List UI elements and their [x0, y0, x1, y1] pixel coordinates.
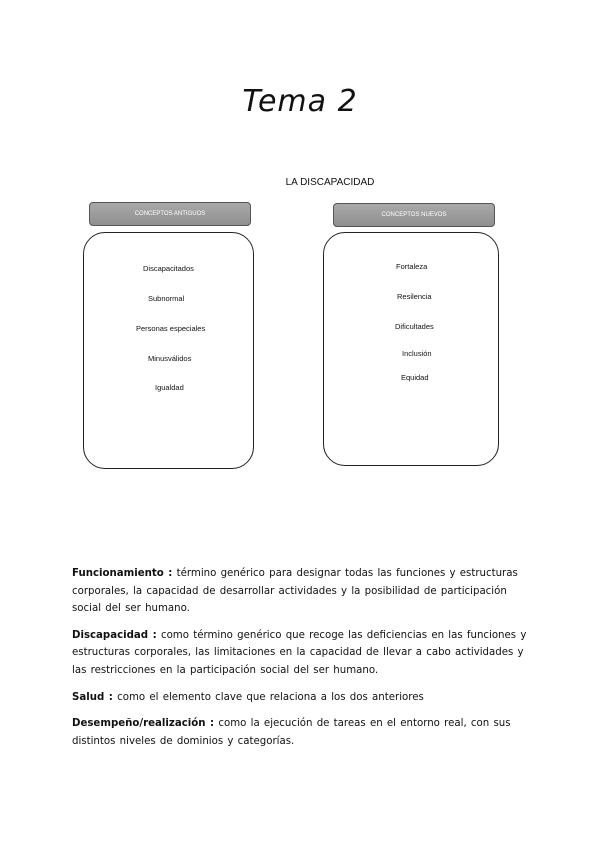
old-concept-item: Minusválidos	[148, 354, 192, 363]
new-concept-item: Fortaleza	[396, 262, 428, 271]
new-concept-item: Equidad	[401, 373, 429, 382]
definitions-section	[72, 565, 532, 759]
old-concept-item: Subnormal	[148, 294, 185, 303]
diagram-subtitle: LA DISCAPACIDAD	[285, 177, 375, 188]
new-concept-item: Resilencia	[397, 292, 432, 301]
definition-paragraph	[72, 565, 532, 618]
definition-text: como la ejecución de tareas en el entorno real, con sus distintos niveles de dominios y categorías.	[72, 718, 511, 747]
definition-paragraph	[72, 715, 532, 750]
old-concept-item: Personas especiales	[136, 324, 206, 333]
definition-text: como el elemento clave que relaciona a los dos anteriores	[117, 691, 424, 703]
definition-text: como término genérico que recoge las deficiencias en las funciones y estructuras corporales, las limitaciones en la capacidad de llevar a cabo actividades y las restricciones en la participación social del ser humano.	[72, 629, 527, 676]
definition-term: Funcionamiento :	[72, 568, 173, 579]
definition-term: Salud :	[72, 691, 113, 703]
definition-paragraph	[72, 689, 532, 707]
old-concept-item: Igualdad	[155, 383, 184, 392]
definition-term: Discapacidad :	[72, 629, 157, 641]
old-concept-item: Discapacitados	[143, 264, 194, 273]
page-title: Tema 2	[242, 84, 358, 119]
new-concept-item: Dificultades	[395, 322, 434, 331]
new-concepts-header: CONCEPTOS NUEVOS	[333, 203, 495, 227]
definition-term: Desempeño/realización :	[72, 718, 215, 730]
new-concept-item: Inclusión	[402, 349, 432, 358]
definition-text: término genérico para designar todas las funciones y estructuras corporales, la capacidad de desarrollar actividades y la posibilidad de participación social del ser humano.	[72, 568, 518, 615]
definition-paragraph	[72, 627, 532, 680]
old-concepts-header: CONCEPTOS ANTIGUOS	[89, 202, 251, 226]
